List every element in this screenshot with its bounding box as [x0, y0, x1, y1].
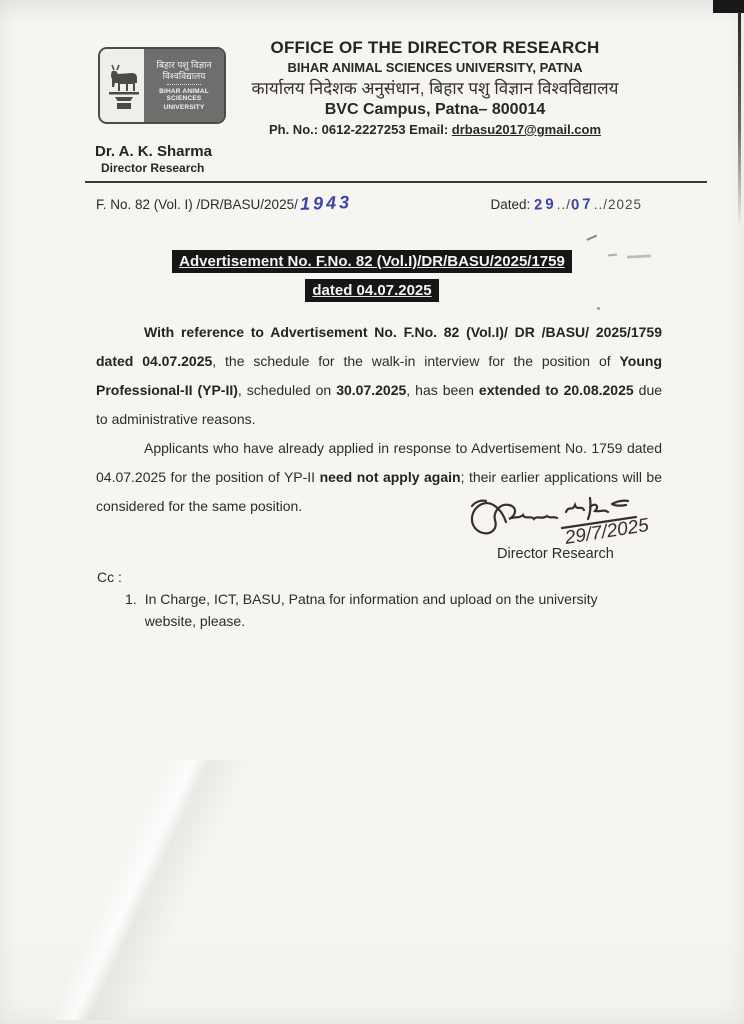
dated-day-handwritten: 29 — [533, 195, 558, 214]
signatory-block — [95, 143, 212, 175]
para1-seg: , scheduled on — [237, 382, 337, 398]
logo-en-line2: UNIVERSITY — [163, 103, 205, 111]
paper-crease — [0, 760, 300, 1020]
advertisement-heading-line2: dated 04.07.2025 — [305, 279, 438, 302]
campus-address: BVC Campus, Patna– 800014 — [324, 101, 546, 118]
advertisement-heading-line1: Advertisement No. F.No. 82 (Vol.I)/DR/BASU/2025/1759 — [172, 250, 572, 273]
para1-seg-bold: Young Professional-II (YP-II) — [96, 353, 663, 398]
signatory-title: Director Research — [101, 161, 205, 175]
phone-email-line — [212, 122, 658, 137]
dated-year: ../2025 — [593, 197, 642, 212]
signature-title: Director Research — [497, 546, 614, 562]
signature-block — [462, 490, 692, 562]
para1-seg: due to administrative reasons. — [96, 382, 663, 427]
logo-emblem — [100, 49, 144, 122]
para1-seg-bold: extended to 20.08.2025 — [478, 382, 634, 398]
logo-divider — [167, 84, 201, 85]
cc-label: Cc : — [97, 569, 122, 585]
para2-seg: ; their earlier applications will be considered for the same position. — [96, 469, 662, 514]
advertisement-heading — [0, 250, 744, 302]
email-address: drbasu2017@gmail.com — [451, 122, 602, 137]
file-number-printed: F. No. 82 (Vol. I) /DR/BASU/2025/ — [96, 197, 298, 212]
logo-hindi-line1: बिहार पशु विज्ञान — [156, 59, 212, 70]
dated-label: Dated: — [490, 197, 531, 212]
file-number-handwritten: 1943 — [299, 192, 353, 214]
cc-item-number: 1. — [125, 591, 137, 607]
logo-hindi-line2: विश्वविद्यालय — [162, 70, 206, 81]
university-logo — [98, 47, 226, 124]
signature-date-handwritten: 29/7/2025 — [563, 514, 651, 549]
signatory-name: Dr. A. K. Sharma — [95, 143, 212, 160]
para1-seg: , the schedule for the walk-in interview for the position of — [212, 353, 620, 369]
dept-name-hindi: कार्यालय निदेशक अनुसंधान, बिहार पशु विज्ञान विश्वविद्यालय — [251, 79, 619, 98]
scan-edge-line-artifact — [738, 12, 741, 227]
para1-seg-bold: With reference to Advertisement No. F.No. 82 (Vol.I)/ DR /BASU/ 2025/1759 dated 04.07.2025 — [96, 324, 662, 369]
pencil-mark — [584, 229, 597, 241]
office-title: OFFICE OF THE DIRECTOR RESEARCH — [270, 38, 600, 57]
body-paragraph-1 — [96, 318, 662, 434]
phone-number: Ph. No.: 0612-2227253 Email: — [268, 122, 449, 137]
dated-field — [491, 196, 642, 213]
para2-seg-bold: need not apply again — [319, 469, 461, 485]
para1-seg-bold: 30.07.2025 — [336, 382, 407, 398]
letterhead — [212, 38, 658, 137]
cc-item-text: In Charge, ICT, BASU, Patna for information and upload on the university website, please. — [144, 591, 598, 629]
para1-seg: , has been — [406, 382, 479, 398]
pencil-mark — [597, 307, 600, 310]
logo-en-line1: BIHAR ANIMAL SCIENCES — [159, 87, 209, 103]
reference-line — [96, 193, 642, 214]
university-name: BIHAR ANIMAL SCIENCES UNIVERSITY, PATNA — [287, 60, 583, 75]
signature-scribble — [462, 490, 687, 552]
cc-section — [97, 569, 645, 632]
cc-item-1 — [125, 588, 645, 632]
dated-month-handwritten: 07 — [570, 195, 595, 214]
header-rule — [85, 181, 707, 183]
file-number — [96, 193, 352, 214]
dated-separator: ../ — [556, 197, 572, 212]
para2-seg: Applicants who have already applied in response to Advertisement No. 1759 dated 04.07.2025 for the position of YP-II — [96, 440, 662, 485]
cow-emblem-icon — [102, 61, 142, 111]
